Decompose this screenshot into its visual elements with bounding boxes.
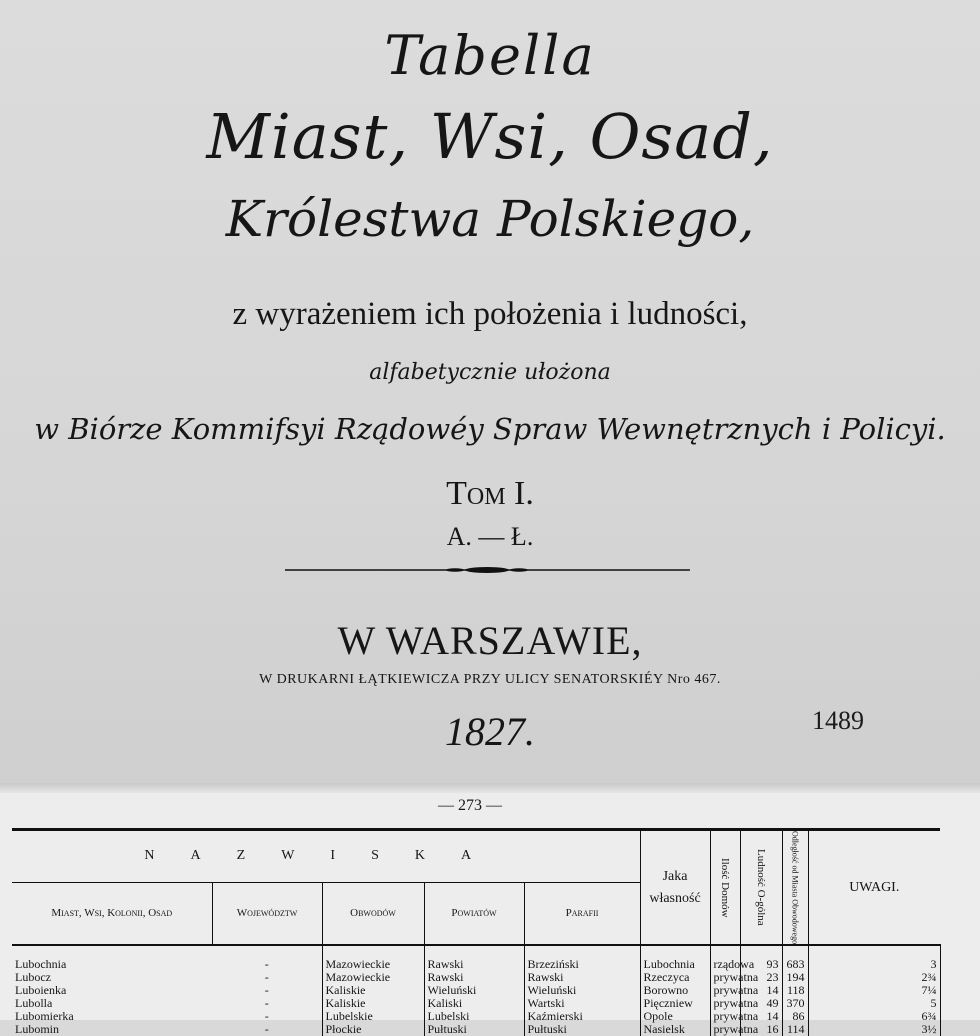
place-name: Luboienka [15, 983, 67, 998]
imprint-printer: W DRUKARNI ŁĄTKIEWICZA PRZY ULICY SENATORSKIÉY Nro 467. [259, 672, 721, 687]
parafia-cell: Lubochnia [640, 945, 710, 971]
domy-cell: 23 [740, 971, 782, 984]
wojewodztwo-cell: Płockie [322, 1023, 424, 1036]
imprint-city: W WARSZAWIE, [337, 618, 643, 663]
subtitle-wyrazeniem: z wyrażeniem ich położenia i ludności, [232, 296, 748, 332]
ludnosc-cell: 114 [782, 1023, 808, 1036]
page-divider [0, 783, 980, 793]
register-page [0, 793, 980, 1036]
odleglosc-cell: 2¾ [808, 971, 940, 984]
header-wojewodztw: Województw [212, 882, 322, 945]
wlasnosc-cell: rządowa [710, 945, 740, 971]
obwod-cell: Kaliski [424, 997, 524, 1010]
powiat-cell: Wartski [524, 997, 640, 1010]
wojewodztwo-cell: Kaliskie [322, 984, 424, 997]
table-row [12, 945, 940, 971]
obwod-cell: Rawski [424, 945, 524, 971]
place-dash: - [264, 957, 269, 972]
odleglosc-cell: 5 [808, 997, 940, 1010]
wojewodztwo-cell: Mazowieckie [322, 945, 424, 971]
table-row [12, 1023, 940, 1036]
parafia-cell: Rzeczyca [640, 971, 710, 984]
header-jaka: Jaka [662, 868, 688, 884]
title-tabella: Tabella [384, 24, 596, 87]
odleglosc-cell: 7¼ [808, 984, 940, 997]
place-dash: - [264, 1022, 269, 1036]
powiat-cell: Kaźmierski [524, 1010, 640, 1023]
place-name: Lubolla [15, 996, 53, 1011]
odleglosc-cell: 3 [808, 945, 940, 971]
header-wlasnosc: własność [649, 890, 701, 906]
title-krolestwa: Królestwa Polskiego, [225, 190, 755, 248]
parafia-cell: Pięczniew [640, 997, 710, 1010]
wlasnosc-cell: prywatna [710, 984, 740, 997]
place-dash: - [264, 970, 269, 985]
header-powiatow: Powiatów [424, 882, 524, 945]
header-miast: Miast, Wsi, Kolonii, Osad [12, 882, 212, 945]
place-name: Lubomierka [15, 1009, 74, 1024]
wlasnosc-cell: prywatna [710, 997, 740, 1010]
ludnosc-cell: 86 [782, 1010, 808, 1023]
powiat-cell: Wieluński [524, 984, 640, 997]
parafia-cell: Borowno [640, 984, 710, 997]
register-table [12, 828, 940, 1036]
page-number: — 273 — [438, 797, 502, 814]
obwod-cell: Lubelski [424, 1010, 524, 1023]
shelf-mark: 1489 [812, 706, 864, 735]
title-miast-wsi-osad: Miast, Wsi, Osad, [206, 100, 774, 173]
header-obwodow: Obwodów [322, 882, 424, 945]
wojewodztwo-cell: Kaliskie [322, 997, 424, 1010]
wojewodztwo-cell: Lubelskie [322, 1010, 424, 1023]
place-name: Lubocz [15, 970, 51, 985]
obwod-cell: Wieluński [424, 984, 524, 997]
wlasnosc-cell: prywatna [710, 1023, 740, 1036]
place-dash: - [264, 996, 269, 1011]
obwod-cell: Pułtuski [424, 1023, 524, 1036]
ludnosc-cell: 683 [782, 945, 808, 971]
wojewodztwo-cell: Mazowieckie [322, 971, 424, 984]
place-name: Lubomin [15, 1022, 59, 1036]
place-name: Lubochnia [15, 957, 67, 972]
ludnosc-cell: 194 [782, 971, 808, 984]
domy-cell: 49 [740, 997, 782, 1010]
obwod-cell: Rawski [424, 971, 524, 984]
header-parafii: Parafii [524, 882, 640, 945]
parafia-cell: Nasielsk [640, 1023, 710, 1036]
domy-cell: 14 [740, 1010, 782, 1023]
imprint-year: 1827. [445, 709, 535, 754]
register-rows [12, 945, 940, 1036]
header-ludnosc: Ludność O-gólna [740, 830, 782, 946]
subtitle-alfabetycznie: alfabetycznie ułożona [369, 360, 611, 385]
ornamental-rule [285, 566, 690, 574]
domy-cell: 93 [740, 945, 782, 971]
header-ilosc-domow: Ilość Domów [710, 830, 740, 946]
wlasnosc-cell: prywatna [710, 1010, 740, 1023]
header-uwagi: UWAGI. [808, 830, 940, 946]
volume-label: Tom I. [446, 475, 534, 512]
place-dash: - [264, 983, 269, 998]
place-dash: - [264, 1009, 269, 1024]
odleglosc-cell: 6¾ [808, 1010, 940, 1023]
powiat-cell: Pułtuski [524, 1023, 640, 1036]
header-jaka-wlasnosc [640, 830, 710, 946]
header-nazwiska: NAZWISKA [12, 830, 640, 883]
domy-cell: 16 [740, 1023, 782, 1036]
subtitle-biuro: w Biórze Kommifsyi Rządowéy Spraw Wewnętrznych i Policyi. [34, 412, 946, 446]
powiat-cell: Rawski [524, 971, 640, 984]
domy-cell: 14 [740, 984, 782, 997]
wlasnosc-cell: prywatna [710, 971, 740, 984]
powiat-cell: Brzeziński [524, 945, 640, 971]
volume-range: A. — Ł. [446, 522, 534, 551]
parafia-cell: Opole [640, 1010, 710, 1023]
odleglosc-cell: 3½ [808, 1023, 940, 1036]
header-odleglosc: Odległość od Miasta Obwodowego [782, 830, 808, 946]
ludnosc-cell: 118 [782, 984, 808, 997]
ludnosc-cell: 370 [782, 997, 808, 1010]
